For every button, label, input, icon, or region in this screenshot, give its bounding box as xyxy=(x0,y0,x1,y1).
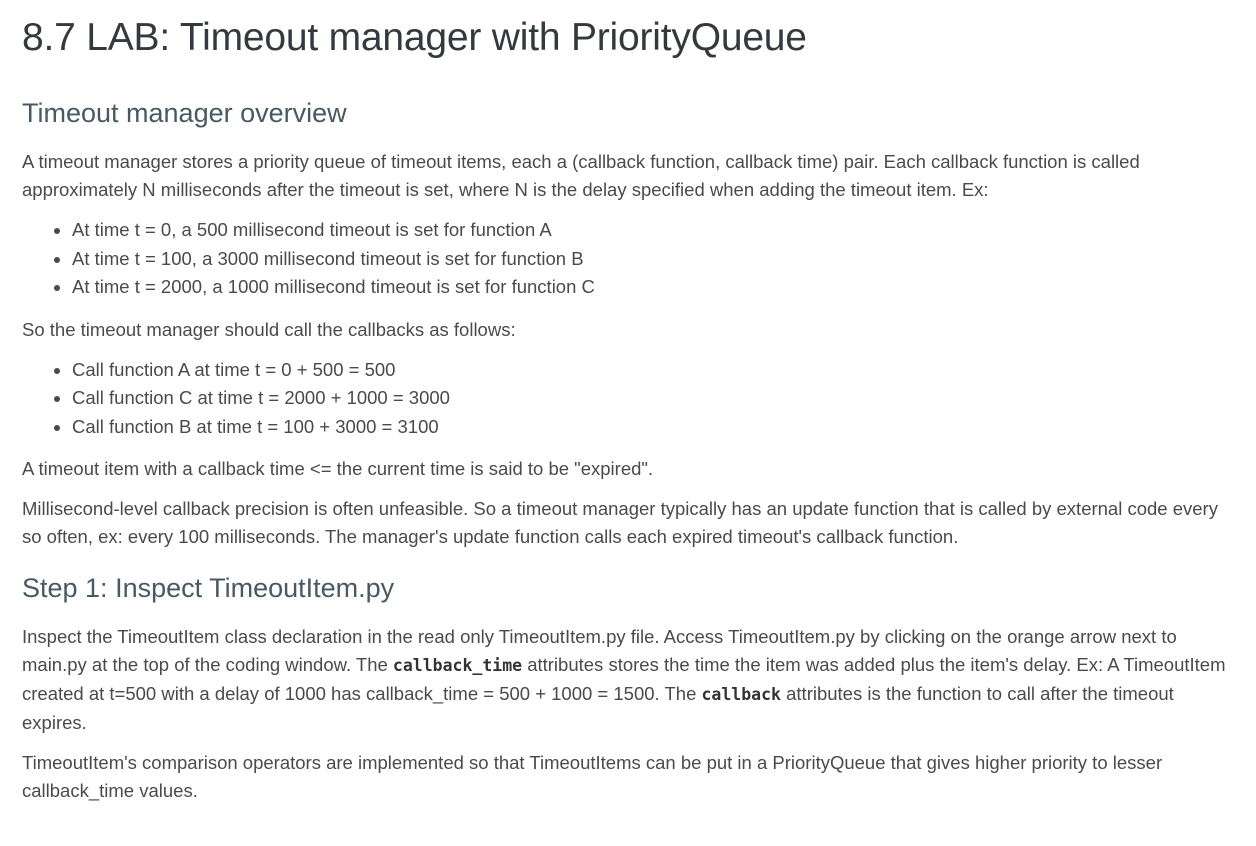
callback-code: callback xyxy=(701,685,781,704)
list-item: • Call function B at time t = 100 + 3000 = 3100 xyxy=(72,413,1234,442)
callback-time-code: callback_time xyxy=(392,656,523,675)
list-item: • At time t = 100, a 3000 millisecond timeout is set for function B xyxy=(72,245,1234,274)
list-item: • At time t = 2000, a 1000 millisecond timeout is set for function C xyxy=(72,273,1234,302)
list-item: • At time t = 0, a 500 millisecond timeout is set for function A xyxy=(72,216,1234,245)
overview-intro: A timeout manager stores a priority queue of timeout items, each a (callback function, callback time) pair. Each callback function is called approximately N milliseconds after the timeout is set, where N is the delay specified when adding the timeout item. Ex: xyxy=(22,151,1140,200)
precision-paragraph: Millisecond-level callback precision is often unfeasible. So a timeout manager typically has an update function that is called by external code every so often, ex: every 100 milliseconds. The manager's update function calls each expired timeout's callback function. xyxy=(22,498,1218,547)
comparison-paragraph: TimeoutItem's comparison operators are implemented so that TimeoutItems can be put in a PriorityQueue that gives higher priority to lesser callback_time values. xyxy=(22,752,1163,801)
overview-heading: Timeout manager overview xyxy=(22,98,347,128)
examples-list xyxy=(22,216,1234,302)
step1-text-c: attributes is the function to call after the timeout expires. xyxy=(22,683,1174,733)
calls-list xyxy=(22,356,1234,442)
step1-text-a: Inspect the TimeoutItem class declaration in the read only TimeoutItem.py file. Access TimeoutItem.py by clicking on the orange arrow next to main.py at the top of the coding window. The xyxy=(22,626,1177,675)
callbacks-intro: So the timeout manager should call the callbacks as follows: xyxy=(22,318,516,340)
list-item: • Call function C at time t = 2000 + 1000 = 3000 xyxy=(72,384,1234,413)
expired-definition: A timeout item with a callback time <= the current time is said to be "expired". xyxy=(22,458,654,479)
step1-text-b: attributes stores the time the item was added plus the item's delay. Ex: A TimeoutItem created at t=500 with a delay of 1000 has callback_time = 500 + 1000 = 1500. The xyxy=(22,654,1226,704)
page-title: 8.7 LAB: Timeout manager with PriorityQueue xyxy=(22,16,807,59)
step1-paragraph xyxy=(22,623,1234,737)
step1-heading: Step 1: Inspect TimeoutItem.py xyxy=(22,573,395,603)
list-item: • Call function A at time t = 0 + 500 = 500 xyxy=(72,356,1234,385)
